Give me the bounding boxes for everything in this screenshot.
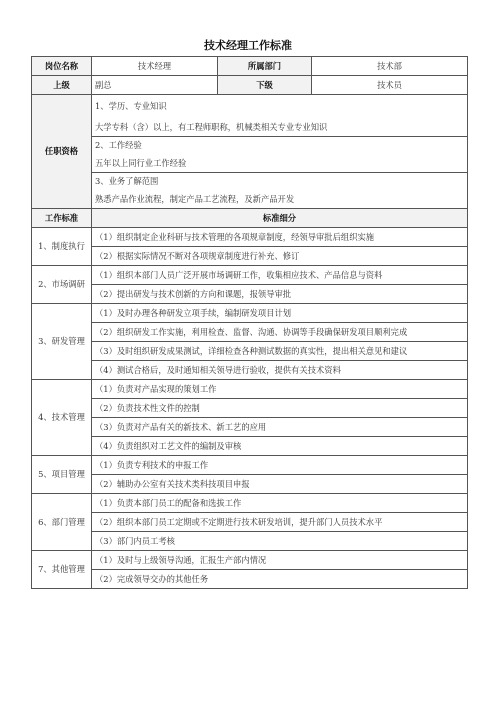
qualification-line: 1、学历、专业知识: [92, 95, 468, 119]
standards-header-left: 工作标准: [32, 209, 92, 228]
qualification-line: 2、工作经验: [92, 137, 468, 155]
superior-value: 副总: [92, 76, 218, 95]
section-name: 5、项目管理: [32, 456, 92, 494]
section-item: （2）完成领导交办的其他任务: [92, 570, 468, 589]
subordinate-value: 技术员: [312, 76, 468, 95]
standards-header-row: [32, 209, 468, 228]
section-item: （4）负责组织对工艺文件的编制及审核: [92, 437, 468, 456]
superior-label: 上级: [32, 76, 92, 95]
section-item: （1）负责对产品实现的策划工作: [92, 380, 468, 399]
position-label: 岗位名称: [32, 57, 92, 76]
qualification-line: 3、业务了解范围: [92, 173, 468, 191]
section-item: （1）及时办理各种研发立项手续，编制研发项目计划: [92, 304, 468, 323]
section-item: （2）组织研发工作实施，利用检查、监督、沟通、协调等手段确保研发项目顺利完成: [92, 323, 468, 342]
section-item: （1）组织本部门人员广泛开展市场调研工作，收集相应技术、产品信息与资料: [92, 266, 468, 285]
qualification-line: 熟悉产品作业流程，制定产品工艺流程，及新产品开发: [92, 191, 468, 209]
section-item: （1）负责专利技术的申报工作: [92, 456, 468, 475]
section-item: （4）测试合格后，及时通知相关领导进行验收，提供有关技术资料: [92, 361, 468, 380]
section-item: （3）负责对产品有关的新技术、新工艺的应用: [92, 418, 468, 437]
header-row-reporting: [32, 76, 468, 95]
section-item: （1）负责本部门员工的配备和选拔工作: [92, 494, 468, 513]
section-name: 1、制度执行: [32, 228, 92, 266]
section-item: （1）及时与上级领导沟通，汇报生产部内情况: [92, 551, 468, 570]
qualification-row: [32, 95, 468, 119]
section-item: （3）部门内员工考核: [92, 532, 468, 551]
document-title: 技术经理工作标准: [204, 39, 292, 52]
section-name: 2、市场调研: [32, 266, 92, 304]
section-item: （2）根据实际情况不断对各项规章制度进行补充、修订: [92, 247, 468, 266]
section-item: （1）组织制定企业科研与技术管理的各项规章制度，经领导审批后组织实施: [92, 228, 468, 247]
header-row-position: [32, 57, 468, 76]
section-name: 4、技术管理: [32, 380, 92, 456]
qualification-line: 五年以上同行业工作经验: [92, 155, 468, 173]
subordinate-label: 下级: [218, 76, 312, 95]
section-item: （2）负责技术性文件的控制: [92, 399, 468, 418]
job-standard-table: [31, 56, 468, 589]
position-value: 技术经理: [92, 57, 218, 76]
qualification-line: 大学专科（含）以上，有工程师职称，机械类相关专业专业知识: [92, 119, 468, 137]
qualification-label: 任职资格: [32, 95, 92, 209]
department-label: 所属部门: [218, 57, 312, 76]
section-item: （2）组织本部门员工定期或不定期进行技术研发培训，提升部门人员技术水平: [92, 513, 468, 532]
section-name: 3、研发管理: [32, 304, 92, 380]
standards-header-right: 标准细分: [92, 209, 468, 228]
section-name: 6、部门管理: [32, 494, 92, 551]
section-item: （2）提出研发与技术创新的方向和课题，报领导审批: [92, 285, 468, 304]
section-item: （3）及时组织研发成果测试，详细检查各种测试数据的真实性，提出相关意见和建议: [92, 342, 468, 361]
department-value: 技术部: [312, 57, 468, 76]
section-item: （2）辅助办公室有关技术类科技项目申报: [92, 475, 468, 494]
section-name: 7、其他管理: [32, 551, 92, 589]
